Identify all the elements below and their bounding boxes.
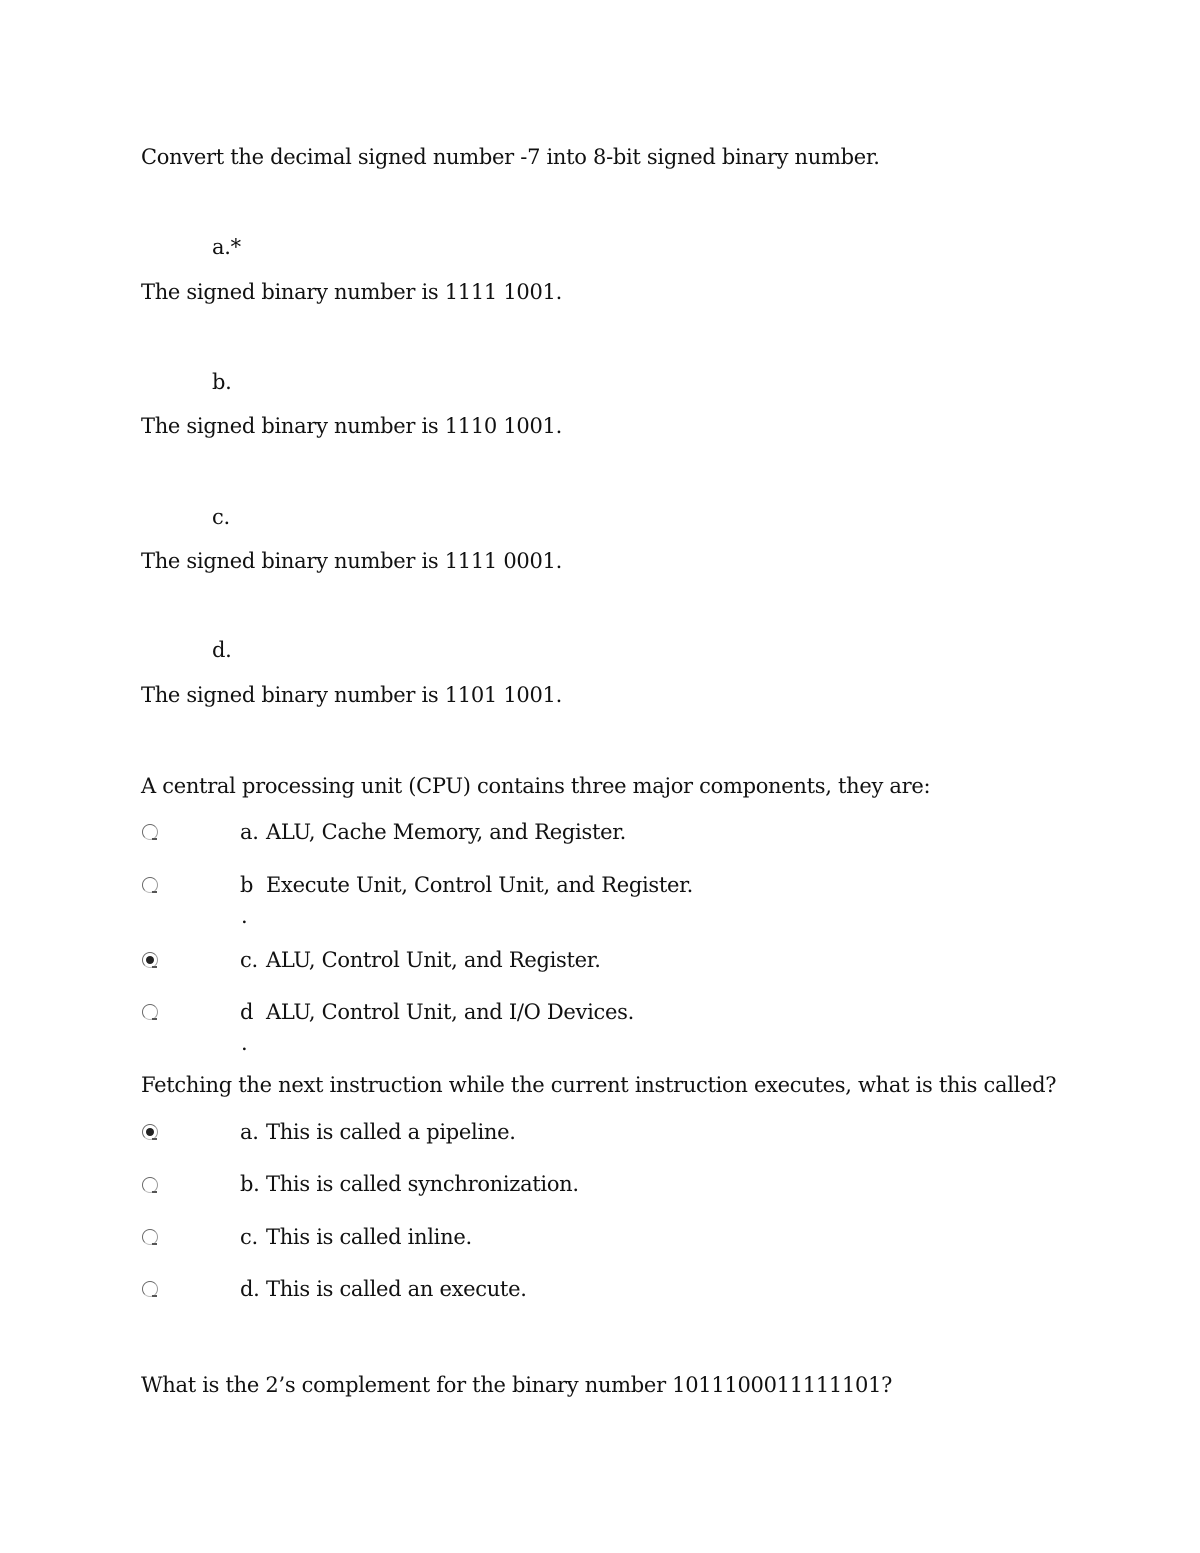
- q2-option-d-letter: d: [240, 1000, 254, 1024]
- q2-option-b-dot: .: [241, 904, 248, 928]
- q3-option-a-radio[interactable]: [142, 1124, 158, 1140]
- q2-option-d-dot: .: [241, 1031, 248, 1055]
- q3-option-b-radio[interactable]: [142, 1177, 158, 1193]
- q2-option-b-letter: b: [240, 873, 254, 897]
- q2-option-a-radio[interactable]: [142, 824, 158, 840]
- q2-option-b-radio[interactable]: [142, 877, 158, 893]
- q1-option-c-text: The signed binary number is 1111 0001.: [141, 549, 562, 573]
- radio-selected-dot: [146, 1128, 154, 1136]
- q3-option-b-letter: b.: [240, 1172, 260, 1196]
- q3-option-c-letter: c.: [240, 1225, 258, 1249]
- q1-option-d-text: The signed binary number is 1101 1001.: [141, 683, 562, 707]
- q1-option-d-letter: d.: [212, 638, 232, 662]
- q3-option-d-letter: d.: [240, 1277, 260, 1301]
- q3-option-b-text[interactable]: This is called synchronization.: [266, 1172, 579, 1196]
- q3-option-a-text[interactable]: This is called a pipeline.: [266, 1120, 516, 1144]
- q2-option-c-letter: c.: [240, 948, 258, 972]
- question-1-text: Convert the decimal signed number -7 into 8-bit signed binary number.: [141, 145, 880, 169]
- q3-option-d-radio[interactable]: [142, 1281, 158, 1297]
- q2-option-c-text[interactable]: ALU, Control Unit, and Register.: [266, 948, 601, 972]
- q1-option-b-text: The signed binary number is 1110 1001.: [141, 414, 562, 438]
- q1-option-a-text: The signed binary number is 1111 1001.: [141, 280, 562, 304]
- q3-option-d-text[interactable]: This is called an execute.: [266, 1277, 527, 1301]
- question-2-text: A central processing unit (CPU) contains three major components, they are:: [141, 774, 931, 798]
- q2-option-b-text[interactable]: Execute Unit, Control Unit, and Register.: [266, 873, 693, 897]
- q2-option-d-text[interactable]: ALU, Control Unit, and I/O Devices.: [266, 1000, 634, 1024]
- q3-option-c-text[interactable]: This is called inline.: [266, 1225, 472, 1249]
- q3-option-a-letter: a.: [240, 1120, 259, 1144]
- q2-option-c-radio[interactable]: [142, 952, 158, 968]
- radio-selected-dot: [146, 956, 154, 964]
- question-3-text: Fetching the next instruction while the current instruction executes, what is this called?: [141, 1073, 1057, 1097]
- question-4-text: What is the 2’s complement for the binary number 1011100011111101?: [141, 1373, 893, 1397]
- q2-option-a-letter: a.: [240, 820, 259, 844]
- q1-option-a-letter: a.*: [212, 235, 241, 259]
- q2-option-a-text[interactable]: ALU, Cache Memory, and Register.: [266, 820, 627, 844]
- q3-option-c-radio[interactable]: [142, 1229, 158, 1245]
- q1-option-c-letter: c.: [212, 505, 230, 529]
- q2-option-d-radio[interactable]: [142, 1004, 158, 1020]
- q1-option-b-letter: b.: [212, 370, 232, 394]
